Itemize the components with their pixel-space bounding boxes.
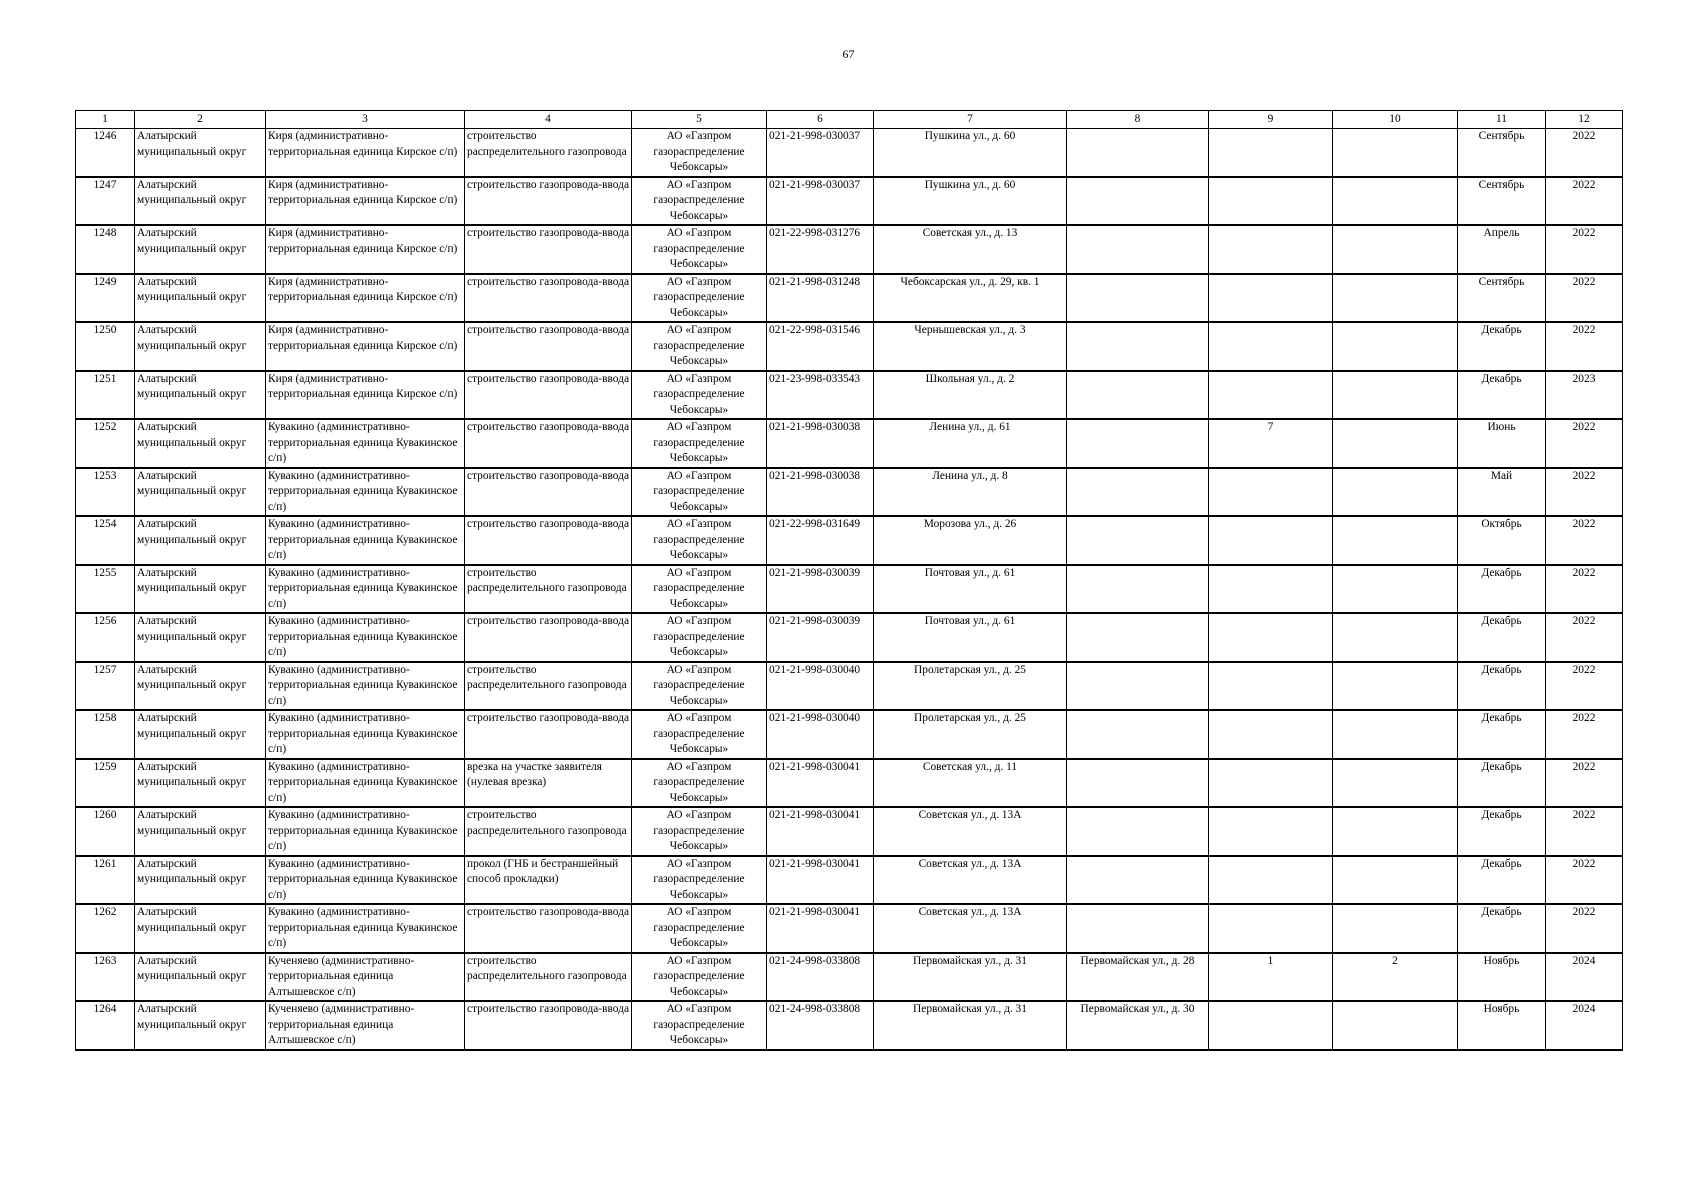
- work-type-cell: строительство газопровода-ввода: [465, 516, 632, 565]
- column-8-cell: [1067, 177, 1209, 226]
- year-cell: 2022: [1546, 225, 1623, 274]
- work-type-cell: строительство газопровода-ввода: [465, 419, 632, 468]
- application-code-cell: 021-22-998-031649: [767, 516, 874, 565]
- row-number: 1251: [76, 371, 135, 420]
- organization-cell: АО «Газпром газораспределение Чебоксары»: [632, 759, 767, 808]
- year-cell: 2022: [1546, 129, 1623, 177]
- organization-cell: АО «Газпром газораспределение Чебоксары»: [632, 1001, 767, 1050]
- work-type-cell: строительство распределительного газопровода: [465, 129, 632, 177]
- month-cell: Апрель: [1458, 225, 1546, 274]
- column-8-cell: [1067, 710, 1209, 759]
- row-number: 1254: [76, 516, 135, 565]
- year-cell: 2022: [1546, 904, 1623, 953]
- settlement-cell: Киря (административно-территориальная единица Кирское с/п): [266, 225, 465, 274]
- address-cell: Советская ул., д. 13А: [874, 856, 1067, 905]
- settlement-cell: Кувакино (административно-территориальная единица Кувакинское с/п): [266, 613, 465, 662]
- district-cell: Алатырский муниципальный округ: [135, 856, 266, 905]
- address-cell: Советская ул., д. 13А: [874, 807, 1067, 856]
- year-cell: 2022: [1546, 468, 1623, 517]
- address-cell: Пролетарская ул., д. 25: [874, 662, 1067, 711]
- district-cell: Алатырский муниципальный округ: [135, 807, 266, 856]
- year-cell: 2022: [1546, 613, 1623, 662]
- column-header: 1: [76, 111, 135, 129]
- district-cell: Алатырский муниципальный округ: [135, 516, 266, 565]
- row-number: 1250: [76, 322, 135, 371]
- address-cell: Пролетарская ул., д. 25: [874, 710, 1067, 759]
- address-cell: Первомайская ул., д. 31: [874, 953, 1067, 1002]
- column-9-cell: [1209, 322, 1333, 371]
- organization-cell: АО «Газпром газораспределение Чебоксары»: [632, 129, 767, 177]
- month-cell: Ноябрь: [1458, 1001, 1546, 1050]
- address-cell: Чебоксарская ул., д. 29, кв. 1: [874, 274, 1067, 323]
- row-number: 1255: [76, 565, 135, 614]
- column-8-cell: [1067, 662, 1209, 711]
- row-number: 1258: [76, 710, 135, 759]
- table-row: [76, 759, 1623, 808]
- work-type-cell: строительство газопровода-ввода: [465, 613, 632, 662]
- district-cell: Алатырский муниципальный округ: [135, 613, 266, 662]
- district-cell: Алатырский муниципальный округ: [135, 322, 266, 371]
- column-8-cell: [1067, 322, 1209, 371]
- column-9-cell: [1209, 662, 1333, 711]
- table-row: [76, 565, 1623, 614]
- row-number: 1253: [76, 468, 135, 517]
- organization-cell: АО «Газпром газораспределение Чебоксары»: [632, 904, 767, 953]
- address-cell: Почтовая ул., д. 61: [874, 565, 1067, 614]
- column-8-cell: [1067, 129, 1209, 177]
- settlement-cell: Киря (административно-территориальная единица Кирское с/п): [266, 371, 465, 420]
- row-number: 1248: [76, 225, 135, 274]
- district-cell: Алатырский муниципальный округ: [135, 225, 266, 274]
- month-cell: Декабрь: [1458, 565, 1546, 614]
- address-cell: Морозова ул., д. 26: [874, 516, 1067, 565]
- work-type-cell: врезка на участке заявителя (нулевая врезка): [465, 759, 632, 808]
- column-10-cell: [1333, 613, 1458, 662]
- column-9-cell: [1209, 129, 1333, 177]
- work-type-cell: строительство распределительного газопровода: [465, 807, 632, 856]
- work-type-cell: строительство газопровода-ввода: [465, 468, 632, 517]
- work-type-cell: строительство газопровода-ввода: [465, 322, 632, 371]
- year-cell: 2024: [1546, 953, 1623, 1002]
- district-cell: Алатырский муниципальный округ: [135, 274, 266, 323]
- application-code-cell: 021-21-998-031248: [767, 274, 874, 323]
- table-row: [76, 129, 1623, 177]
- column-8-cell: [1067, 371, 1209, 420]
- settlement-cell: Кученяево (административно-территориальная единица Алтышевское с/п): [266, 953, 465, 1002]
- table-row: [76, 177, 1623, 226]
- column-header: 2: [135, 111, 266, 129]
- settlement-cell: Кувакино (административно-территориальная единица Кувакинское с/п): [266, 759, 465, 808]
- month-cell: Декабрь: [1458, 613, 1546, 662]
- address-cell: Пушкина ул., д. 60: [874, 129, 1067, 177]
- month-cell: Декабрь: [1458, 322, 1546, 371]
- settlement-cell: Кувакино (административно-территориальная единица Кувакинское с/п): [266, 856, 465, 905]
- column-header: 7: [874, 111, 1067, 129]
- column-header: 3: [266, 111, 465, 129]
- district-cell: Алатырский муниципальный округ: [135, 953, 266, 1002]
- settlement-cell: Киря (административно-территориальная единица Кирское с/п): [266, 322, 465, 371]
- organization-cell: АО «Газпром газораспределение Чебоксары»: [632, 419, 767, 468]
- column-header: 9: [1209, 111, 1333, 129]
- district-cell: Алатырский муниципальный округ: [135, 904, 266, 953]
- table-row: [76, 1001, 1623, 1050]
- month-cell: Декабрь: [1458, 371, 1546, 420]
- column-10-cell: [1333, 129, 1458, 177]
- application-code-cell: 021-21-998-030040: [767, 710, 874, 759]
- column-10-cell: [1333, 759, 1458, 808]
- column-10-cell: 2: [1333, 953, 1458, 1002]
- table-body: [76, 111, 1623, 1050]
- work-type-cell: строительство газопровода-ввода: [465, 225, 632, 274]
- work-type-cell: строительство газопровода-ввода: [465, 274, 632, 323]
- settlement-cell: Киря (административно-территориальная единица Кирское с/п): [266, 129, 465, 177]
- application-code-cell: 021-21-998-030037: [767, 177, 874, 226]
- application-code-cell: 021-22-998-031276: [767, 225, 874, 274]
- column-9-cell: 7: [1209, 419, 1333, 468]
- work-type-cell: строительство газопровода-ввода: [465, 904, 632, 953]
- year-cell: 2023: [1546, 371, 1623, 420]
- row-number: 1249: [76, 274, 135, 323]
- organization-cell: АО «Газпром газораспределение Чебоксары»: [632, 322, 767, 371]
- column-9-cell: 1: [1209, 953, 1333, 1002]
- work-type-cell: строительство распределительного газопровода: [465, 565, 632, 614]
- column-9-cell: [1209, 613, 1333, 662]
- row-number: 1261: [76, 856, 135, 905]
- column-10-cell: [1333, 225, 1458, 274]
- column-9-cell: [1209, 807, 1333, 856]
- row-number: 1259: [76, 759, 135, 808]
- table-row: [76, 856, 1623, 905]
- district-cell: Алатырский муниципальный округ: [135, 1001, 266, 1050]
- column-10-cell: [1333, 274, 1458, 323]
- table-row: [76, 613, 1623, 662]
- table-row: [76, 710, 1623, 759]
- row-number: 1260: [76, 807, 135, 856]
- organization-cell: АО «Газпром газораспределение Чебоксары»: [632, 468, 767, 517]
- table-row: [76, 322, 1623, 371]
- gasification-table: [75, 110, 1623, 1051]
- column-9-cell: [1209, 371, 1333, 420]
- district-cell: Алатырский муниципальный округ: [135, 565, 266, 614]
- application-code-cell: 021-24-998-033808: [767, 1001, 874, 1050]
- year-cell: 2022: [1546, 322, 1623, 371]
- organization-cell: АО «Газпром газораспределение Чебоксары»: [632, 371, 767, 420]
- work-type-cell: строительство распределительного газопровода: [465, 662, 632, 711]
- column-10-cell: [1333, 516, 1458, 565]
- table-row: [76, 904, 1623, 953]
- column-header: 11: [1458, 111, 1546, 129]
- settlement-cell: Кувакино (административно-территориальная единица Кувакинское с/п): [266, 468, 465, 517]
- year-cell: 2022: [1546, 419, 1623, 468]
- application-code-cell: 021-21-998-030041: [767, 759, 874, 808]
- month-cell: Июнь: [1458, 419, 1546, 468]
- organization-cell: АО «Газпром газораспределение Чебоксары»: [632, 662, 767, 711]
- settlement-cell: Кувакино (административно-территориальная единица Кувакинское с/п): [266, 662, 465, 711]
- column-9-cell: [1209, 516, 1333, 565]
- year-cell: 2024: [1546, 1001, 1623, 1050]
- column-8-cell: [1067, 419, 1209, 468]
- column-8-cell: Первомайская ул., д. 28: [1067, 953, 1209, 1002]
- application-code-cell: 021-21-998-030039: [767, 613, 874, 662]
- organization-cell: АО «Газпром газораспределение Чебоксары»: [632, 177, 767, 226]
- column-9-cell: [1209, 904, 1333, 953]
- column-9-cell: [1209, 710, 1333, 759]
- settlement-cell: Кувакино (административно-территориальная единица Кувакинское с/п): [266, 565, 465, 614]
- column-8-cell: Первомайская ул., д. 30: [1067, 1001, 1209, 1050]
- settlement-cell: Кувакино (административно-территориальная единица Кувакинское с/п): [266, 904, 465, 953]
- settlement-cell: Кувакино (административно-территориальная единица Кувакинское с/п): [266, 710, 465, 759]
- address-cell: Ленина ул., д. 61: [874, 419, 1067, 468]
- table-row: [76, 807, 1623, 856]
- district-cell: Алатырский муниципальный округ: [135, 177, 266, 226]
- organization-cell: АО «Газпром газораспределение Чебоксары»: [632, 807, 767, 856]
- row-number: 1252: [76, 419, 135, 468]
- year-cell: 2022: [1546, 807, 1623, 856]
- work-type-cell: прокол (ГНБ и бестраншейный способ прокладки): [465, 856, 632, 905]
- header-row: [76, 111, 1623, 129]
- year-cell: 2022: [1546, 759, 1623, 808]
- column-header: 10: [1333, 111, 1458, 129]
- district-cell: Алатырский муниципальный округ: [135, 371, 266, 420]
- column-10-cell: [1333, 1001, 1458, 1050]
- district-cell: Алатырский муниципальный округ: [135, 468, 266, 517]
- column-header: 12: [1546, 111, 1623, 129]
- address-cell: Советская ул., д. 13А: [874, 904, 1067, 953]
- address-cell: Ленина ул., д. 8: [874, 468, 1067, 517]
- column-8-cell: [1067, 225, 1209, 274]
- table-row: [76, 662, 1623, 711]
- address-cell: Первомайская ул., д. 31: [874, 1001, 1067, 1050]
- month-cell: Декабрь: [1458, 759, 1546, 808]
- address-cell: Советская ул., д. 11: [874, 759, 1067, 808]
- column-9-cell: [1209, 856, 1333, 905]
- column-9-cell: [1209, 759, 1333, 808]
- column-8-cell: [1067, 904, 1209, 953]
- settlement-cell: Киря (административно-территориальная единица Кирское с/п): [266, 274, 465, 323]
- month-cell: Декабрь: [1458, 856, 1546, 905]
- work-type-cell: строительство газопровода-ввода: [465, 177, 632, 226]
- column-8-cell: [1067, 807, 1209, 856]
- column-10-cell: [1333, 177, 1458, 226]
- organization-cell: АО «Газпром газораспределение Чебоксары»: [632, 274, 767, 323]
- settlement-cell: Кувакино (административно-территориальная единица Кувакинское с/п): [266, 807, 465, 856]
- month-cell: Сентябрь: [1458, 129, 1546, 177]
- organization-cell: АО «Газпром газораспределение Чебоксары»: [632, 856, 767, 905]
- table-row: [76, 468, 1623, 517]
- column-9-cell: [1209, 177, 1333, 226]
- application-code-cell: 021-23-998-033543: [767, 371, 874, 420]
- address-cell: Пушкина ул., д. 60: [874, 177, 1067, 226]
- column-10-cell: [1333, 468, 1458, 517]
- month-cell: Май: [1458, 468, 1546, 517]
- district-cell: Алатырский муниципальный округ: [135, 662, 266, 711]
- year-cell: 2022: [1546, 565, 1623, 614]
- address-cell: Почтовая ул., д. 61: [874, 613, 1067, 662]
- row-number: 1264: [76, 1001, 135, 1050]
- district-cell: Алатырский муниципальный округ: [135, 710, 266, 759]
- column-10-cell: [1333, 710, 1458, 759]
- row-number: 1246: [76, 129, 135, 177]
- column-10-cell: [1333, 856, 1458, 905]
- settlement-cell: Кувакино (административно-территориальная единица Кувакинское с/п): [266, 516, 465, 565]
- column-8-cell: [1067, 856, 1209, 905]
- application-code-cell: 021-21-998-030038: [767, 419, 874, 468]
- work-type-cell: строительство газопровода-ввода: [465, 1001, 632, 1050]
- year-cell: 2022: [1546, 177, 1623, 226]
- column-9-cell: [1209, 274, 1333, 323]
- year-cell: 2022: [1546, 662, 1623, 711]
- column-8-cell: [1067, 759, 1209, 808]
- work-type-cell: строительство газопровода-ввода: [465, 371, 632, 420]
- application-code-cell: 021-24-998-033808: [767, 953, 874, 1002]
- organization-cell: АО «Газпром газораспределение Чебоксары»: [632, 225, 767, 274]
- table-row: [76, 371, 1623, 420]
- column-8-cell: [1067, 613, 1209, 662]
- column-header: 5: [632, 111, 767, 129]
- application-code-cell: 021-21-998-030041: [767, 807, 874, 856]
- application-code-cell: 021-22-998-031546: [767, 322, 874, 371]
- district-cell: Алатырский муниципальный округ: [135, 129, 266, 177]
- application-code-cell: 021-21-998-030037: [767, 129, 874, 177]
- column-9-cell: [1209, 1001, 1333, 1050]
- month-cell: Декабрь: [1458, 710, 1546, 759]
- work-type-cell: строительство газопровода-ввода: [465, 710, 632, 759]
- row-number: 1256: [76, 613, 135, 662]
- column-8-cell: [1067, 516, 1209, 565]
- column-9-cell: [1209, 565, 1333, 614]
- column-header: 4: [465, 111, 632, 129]
- month-cell: Декабрь: [1458, 807, 1546, 856]
- organization-cell: АО «Газпром газораспределение Чебоксары»: [632, 953, 767, 1002]
- address-cell: Советская ул., д. 13: [874, 225, 1067, 274]
- column-10-cell: [1333, 565, 1458, 614]
- column-8-cell: [1067, 274, 1209, 323]
- row-number: 1247: [76, 177, 135, 226]
- column-9-cell: [1209, 225, 1333, 274]
- year-cell: 2022: [1546, 516, 1623, 565]
- address-cell: Школьная ул., д. 2: [874, 371, 1067, 420]
- address-cell: Чернышевская ул., д. 3: [874, 322, 1067, 371]
- year-cell: 2022: [1546, 274, 1623, 323]
- column-8-cell: [1067, 468, 1209, 517]
- application-code-cell: 021-21-998-030038: [767, 468, 874, 517]
- month-cell: Декабрь: [1458, 662, 1546, 711]
- column-8-cell: [1067, 565, 1209, 614]
- settlement-cell: Кученяево (административно-территориальная единица Алтышевское с/п): [266, 1001, 465, 1050]
- month-cell: Ноябрь: [1458, 953, 1546, 1002]
- month-cell: Сентябрь: [1458, 274, 1546, 323]
- settlement-cell: Кувакино (административно-территориальная единица Кувакинское с/п): [266, 419, 465, 468]
- organization-cell: АО «Газпром газораспределение Чебоксары»: [632, 613, 767, 662]
- year-cell: 2022: [1546, 710, 1623, 759]
- table-row: [76, 419, 1623, 468]
- year-cell: 2022: [1546, 856, 1623, 905]
- application-code-cell: 021-21-998-030039: [767, 565, 874, 614]
- column-10-cell: [1333, 322, 1458, 371]
- month-cell: Декабрь: [1458, 904, 1546, 953]
- column-10-cell: [1333, 904, 1458, 953]
- column-header: 8: [1067, 111, 1209, 129]
- column-10-cell: [1333, 662, 1458, 711]
- settlement-cell: Киря (административно-территориальная единица Кирское с/п): [266, 177, 465, 226]
- application-code-cell: 021-21-998-030041: [767, 904, 874, 953]
- column-10-cell: [1333, 371, 1458, 420]
- work-type-cell: строительство распределительного газопровода: [465, 953, 632, 1002]
- table-row: [76, 516, 1623, 565]
- table-row: [76, 225, 1623, 274]
- row-number: 1257: [76, 662, 135, 711]
- table-row: [76, 953, 1623, 1002]
- column-9-cell: [1209, 468, 1333, 517]
- district-cell: Алатырский муниципальный округ: [135, 419, 266, 468]
- organization-cell: АО «Газпром газораспределение Чебоксары»: [632, 516, 767, 565]
- row-number: 1263: [76, 953, 135, 1002]
- application-code-cell: 021-21-998-030041: [767, 856, 874, 905]
- row-number: 1262: [76, 904, 135, 953]
- district-cell: Алатырский муниципальный округ: [135, 759, 266, 808]
- application-code-cell: 021-21-998-030040: [767, 662, 874, 711]
- month-cell: Октябрь: [1458, 516, 1546, 565]
- column-header: 6: [767, 111, 874, 129]
- page-number: 67: [842, 47, 855, 61]
- column-10-cell: [1333, 807, 1458, 856]
- table-row: [76, 274, 1623, 323]
- organization-cell: АО «Газпром газораспределение Чебоксары»: [632, 710, 767, 759]
- column-10-cell: [1333, 419, 1458, 468]
- organization-cell: АО «Газпром газораспределение Чебоксары»: [632, 565, 767, 614]
- month-cell: Сентябрь: [1458, 177, 1546, 226]
